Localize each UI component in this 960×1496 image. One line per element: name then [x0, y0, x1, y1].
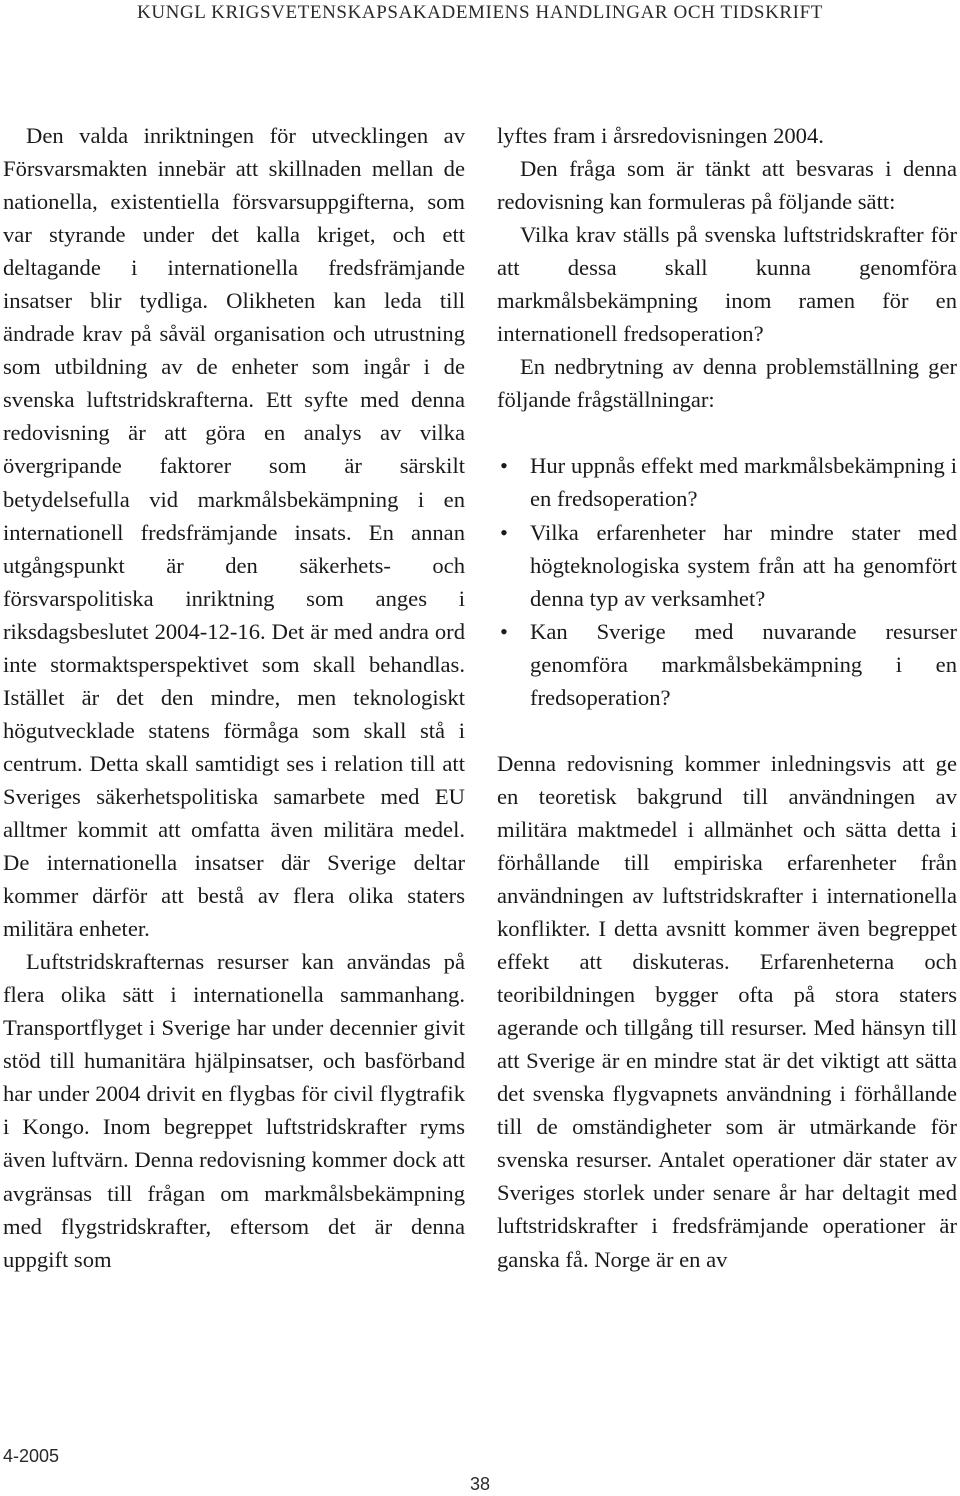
list-item [497, 449, 957, 515]
page-number: 38 [469, 1474, 491, 1494]
body-paragraph: Denna redovisning kommer inledningsvis att ge en teoretisk bakgrund till användningen av militära maktmedel i allmänhet och sätta detta i förhållande till empiriska erfarenheter från användningen av luftstridskrafter i internationella konflikter. I detta avsnitt kommer även begreppet effekt att diskuteras. Erfarenheterna och teoribildningen bygger ofta på stora staters agerande och tillgång till resurser. Med hänsyn till att Sverige är en mindre stat är det viktigt att sätta det svenska flygvapnets användning i förhållande till de omständigheter som är utmärkande för svenska resurser. Antalet operationer där stater av Sveriges storlek under senare år har deltagit med luftstridskrafter i fredsfrämjande operationer är ganska få. Norge är en av [497, 750, 957, 1272]
list-item [497, 516, 957, 615]
question-list [497, 449, 957, 713]
body-paragraph: Den valda inriktningen för utvecklingen av Försvarsmakten innebär att skillnaden mellan de nationella, existentiella försvarsuppgifterna, som var styrande under det kalla kriget, och ett deltagande i internationella fredsfrämjande insatser blir tydliga. Olikheten kan leda till ändrade krav på såväl organisation och utrustning som utbildning av de enheter som ingår i de svenska luftstridskrafterna. Ett syfte med denna redovisning är att göra en analys av vilka övergripande faktorer som är särskilt betydelsefulla vid markmålsbekämpning i en internationell fredsfrämjande insats. En annan utgångspunkt är den säkerhets- och försvarspolitiska inriktning som anges i riksdagsbeslutet 2004-12-16. Det är med andra ord inte stormaktsperspektivet som skall behandlas. Istället är det den mindre, men teknologiskt högutvecklade statens förmåga som skall stå i centrum. Detta skall samtidigt ses i relation till att Sveriges säkerhetspolitiska samarbete med EU alltmer kommit att omfatta även militära medel. De internationella insatser där Sverige deltar kommer därför att bestå av flera olika staters militära enheter. [3, 123, 465, 942]
body-paragraph: lyftes fram i årsredovisningen 2004. [497, 123, 824, 148]
research-question: Vilka krav ställs på svenska luftstridskrafter för att dessa skall kunna genomföra markmålsbekämpning inom ramen för en internationell fredsoperation? [497, 222, 957, 347]
body-paragraph: Den fråga som är tänkt att besvaras i denna redovisning kan formuleras på följande sätt: [497, 156, 957, 215]
spacer [497, 714, 957, 747]
list-item-text: Hur uppnås effekt med markmålsbekämpning i en fredsoperation? [530, 453, 957, 512]
bullet-icon: • [500, 453, 508, 479]
body-paragraph: En nedbrytning av denna problemställning ger följande frågställningar: [497, 354, 957, 413]
list-item-text: Vilka erfarenheter har mindre stater med högteknologiska system från att ha genomfört denna typ av verksamhet? [530, 519, 957, 611]
bullet-icon: • [500, 618, 508, 644]
issue-label: 4-2005 [3, 1446, 60, 1466]
list-item-text: Kan Sverige med nuvarande resurser genomföra markmålsbekämpning i en fredsoperation? [530, 618, 957, 710]
right-column [497, 119, 957, 1276]
body-paragraph: Luftstridskrafternas resurser kan användas på flera olika sätt i internationella sammanhang. Transportflyget i Sverige har under decennier givit stöd till humanitära hjälpinsatser, och basförband har under 2004 drivit en flygbas för civil flygtrafik i Kongo. Inom begreppet luftstridskrafter ryms även luftvärn. Denna redovisning kommer dock att avgränsas till frågan om markmålsbekämpning med flygstridskrafter, eftersom det är denna uppgift som [3, 949, 465, 1272]
list-item [497, 615, 957, 714]
running-title: KUNGL KRIGSVETENSKAPSAKADEMIENS HANDLINGAR OCH TIDSKRIFT [137, 2, 823, 23]
bullet-icon: • [500, 519, 508, 545]
left-column [3, 119, 465, 1276]
